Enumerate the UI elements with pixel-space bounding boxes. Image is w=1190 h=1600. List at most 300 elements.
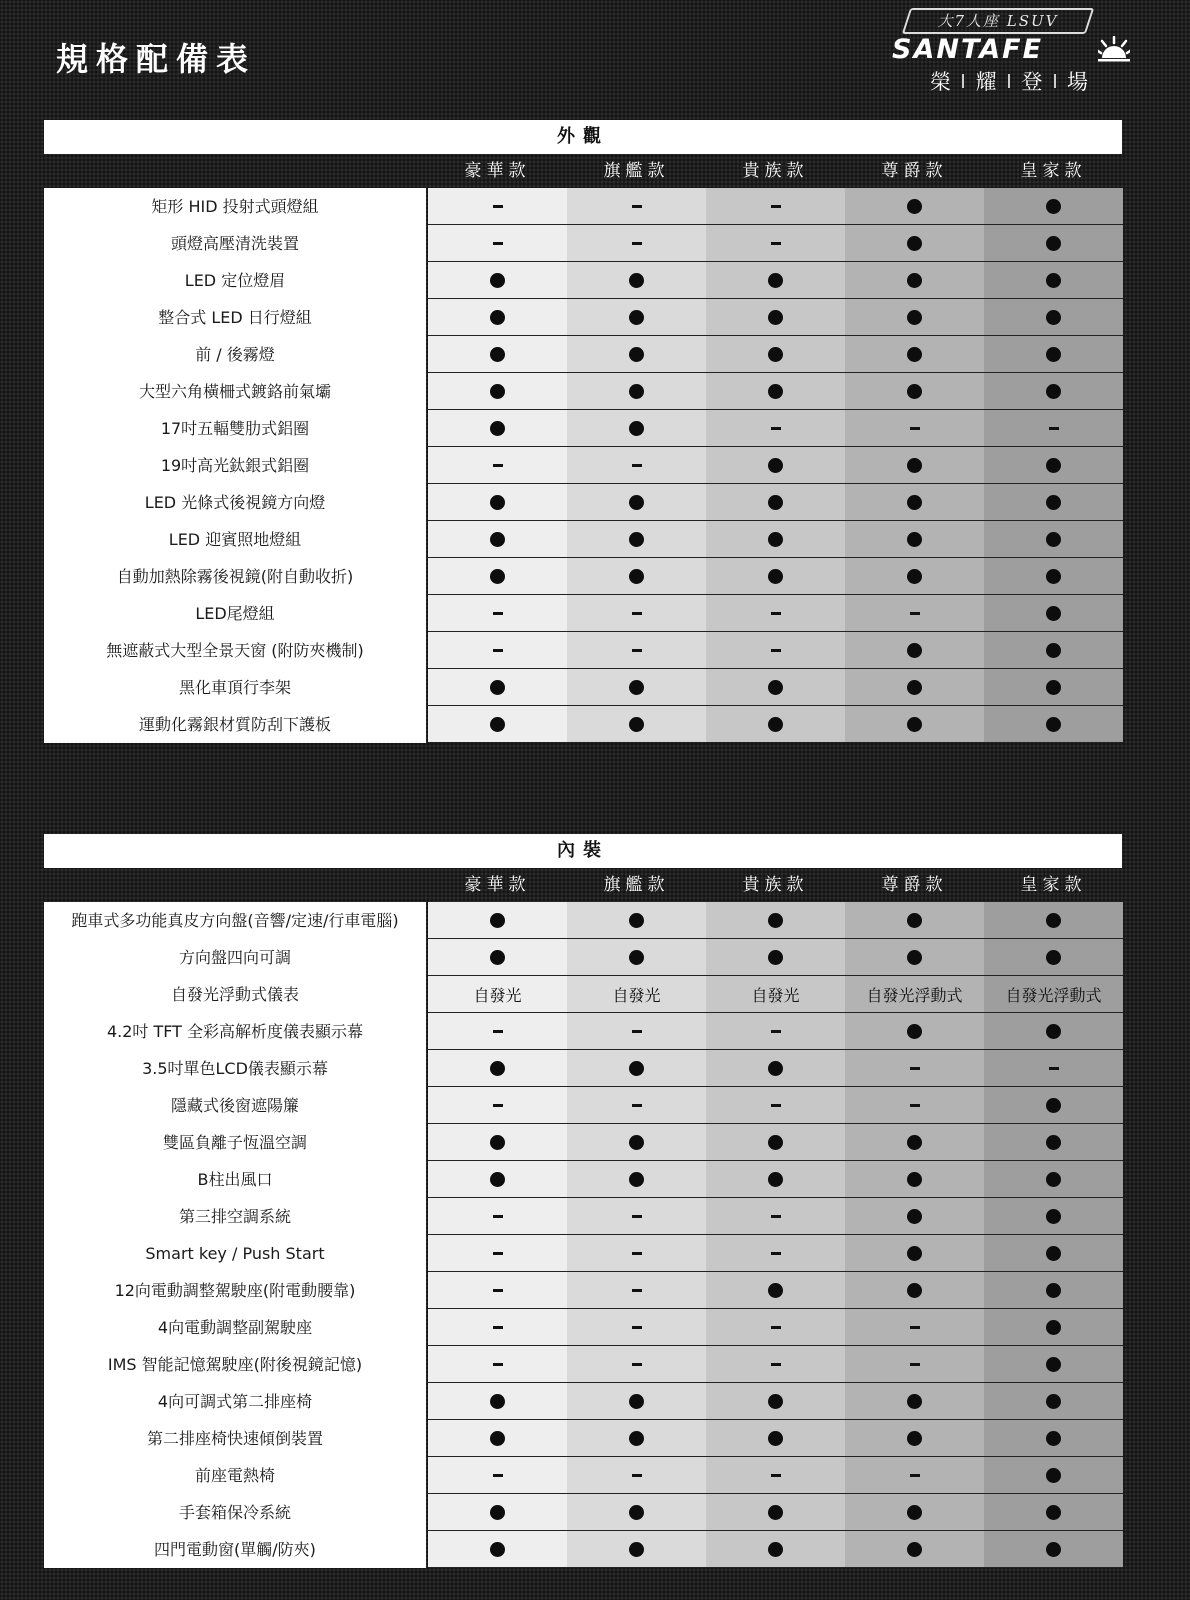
included-dot-icon	[768, 458, 783, 473]
not-available-dash-icon	[493, 1215, 503, 1218]
included-dot-icon	[907, 384, 922, 399]
spec-cell	[845, 558, 984, 595]
spec-cell	[845, 1161, 984, 1198]
not-available-dash-icon	[493, 1474, 503, 1477]
included-dot-icon	[907, 1246, 922, 1261]
spec-cell	[567, 1013, 706, 1050]
feature-label: 4向電動調整副駕駛座	[157, 1318, 313, 1337]
spec-cell	[845, 1346, 984, 1383]
spec-cell	[706, 299, 845, 336]
column-header: 貴族款	[742, 875, 809, 895]
included-dot-icon	[907, 1505, 922, 1520]
spec-cell	[984, 1198, 1123, 1235]
included-dot-icon	[629, 347, 644, 362]
feature-label: 12向電動調整駕駛座(附電動腰靠)	[114, 1281, 356, 1300]
included-dot-icon	[768, 347, 783, 362]
spec-cell	[567, 669, 706, 706]
spec-cell	[428, 939, 567, 976]
santafe-wordmark: SANTAFE	[892, 34, 1044, 65]
not-available-dash-icon	[771, 427, 781, 430]
spec-cell	[984, 1383, 1123, 1420]
included-dot-icon	[490, 310, 505, 325]
spec-cell	[706, 939, 845, 976]
table-row	[44, 1346, 1122, 1383]
table-row	[44, 706, 1122, 743]
spec-cell	[845, 976, 984, 1013]
spec-cell	[984, 188, 1123, 225]
table-row	[44, 373, 1122, 410]
included-dot-icon	[490, 384, 505, 399]
spec-cell	[706, 902, 845, 939]
table-row	[44, 1050, 1122, 1087]
column-header: 尊爵款	[881, 161, 948, 181]
column-header: 豪華款	[464, 161, 531, 181]
included-dot-icon	[629, 495, 644, 510]
spec-cell	[845, 1531, 984, 1568]
spec-cell	[567, 1124, 706, 1161]
included-dot-icon	[1046, 1246, 1061, 1261]
spec-cell	[567, 373, 706, 410]
included-dot-icon	[907, 1172, 922, 1187]
spec-cell	[984, 595, 1123, 632]
included-dot-icon	[629, 1394, 644, 1409]
table-row	[44, 1531, 1122, 1568]
column-header: 皇家款	[1020, 161, 1087, 181]
spec-cell	[706, 1272, 845, 1309]
not-available-dash-icon	[632, 1030, 642, 1033]
not-available-dash-icon	[493, 1289, 503, 1292]
included-dot-icon	[1046, 643, 1061, 658]
spec-cell	[428, 1383, 567, 1420]
spec-cell	[567, 1198, 706, 1235]
feature-label: B柱出風口	[197, 1170, 273, 1189]
table-row	[44, 902, 1122, 939]
spec-cell	[984, 262, 1123, 299]
included-dot-icon	[907, 717, 922, 732]
included-dot-icon	[768, 717, 783, 732]
included-dot-icon	[907, 458, 922, 473]
included-dot-icon	[1046, 1431, 1061, 1446]
spec-cell	[567, 484, 706, 521]
spec-cell	[567, 1272, 706, 1309]
table-row	[44, 632, 1122, 669]
tagline-separator	[962, 74, 964, 88]
included-dot-icon	[768, 913, 783, 928]
feature-label: 第三排空調系統	[178, 1207, 291, 1226]
spec-cell	[984, 1457, 1123, 1494]
spec-cell	[428, 447, 567, 484]
spec-cell	[706, 1494, 845, 1531]
spec-cell	[706, 225, 845, 262]
spec-cell	[706, 1309, 845, 1346]
spec-cell	[984, 558, 1123, 595]
spec-cell	[845, 1457, 984, 1494]
not-available-dash-icon	[771, 1215, 781, 1218]
included-dot-icon	[907, 1283, 922, 1298]
spec-cell	[845, 902, 984, 939]
spec-cell	[567, 521, 706, 558]
table-row	[44, 1124, 1122, 1161]
not-available-dash-icon	[493, 1363, 503, 1366]
included-dot-icon	[629, 310, 644, 325]
included-dot-icon	[768, 1172, 783, 1187]
spec-cell	[706, 632, 845, 669]
spec-cell	[984, 1531, 1123, 1568]
spec-cell	[428, 1494, 567, 1531]
table-row	[44, 1087, 1122, 1124]
spec-cell	[567, 1531, 706, 1568]
not-available-dash-icon	[771, 1030, 781, 1033]
included-dot-icon	[1046, 1542, 1061, 1557]
included-dot-icon	[907, 569, 922, 584]
spec-cell	[984, 373, 1123, 410]
spec-cell	[567, 336, 706, 373]
not-available-dash-icon	[771, 649, 781, 652]
included-dot-icon	[490, 950, 505, 965]
tagline-char: 登	[1021, 70, 1043, 94]
spec-cell	[428, 336, 567, 373]
spec-cell	[567, 1346, 706, 1383]
not-available-dash-icon	[771, 1326, 781, 1329]
spec-cell	[428, 1309, 567, 1346]
spec-cell	[984, 706, 1123, 743]
spec-cell	[567, 1420, 706, 1457]
table-row	[44, 410, 1122, 447]
spec-cell	[984, 521, 1123, 558]
spec-cell	[567, 1235, 706, 1272]
included-dot-icon	[907, 913, 922, 928]
spec-cell	[984, 1272, 1123, 1309]
table-row	[44, 558, 1122, 595]
included-dot-icon	[1046, 950, 1061, 965]
spec-cell	[845, 1494, 984, 1531]
table-row	[44, 1013, 1122, 1050]
included-dot-icon	[629, 532, 644, 547]
included-dot-icon	[907, 1542, 922, 1557]
included-dot-icon	[1046, 1098, 1061, 1113]
table-row	[44, 1161, 1122, 1198]
not-available-dash-icon	[493, 242, 503, 245]
included-dot-icon	[629, 569, 644, 584]
included-dot-icon	[907, 643, 922, 658]
included-dot-icon	[907, 1209, 922, 1224]
spec-cell	[845, 521, 984, 558]
spec-cell	[428, 902, 567, 939]
seat-badge	[902, 8, 1094, 34]
tagline-char: 榮	[930, 70, 951, 94]
feature-label: 頭燈高壓清洗裝置	[170, 234, 299, 253]
spec-cell	[706, 706, 845, 743]
spec-cell	[567, 632, 706, 669]
included-dot-icon	[768, 1135, 783, 1150]
table-row	[44, 225, 1122, 262]
spec-cell	[428, 1272, 567, 1309]
feature-label: 無遮蔽式大型全景天窗 (附防夾機制)	[106, 641, 364, 660]
spec-cell	[984, 1309, 1123, 1346]
table-row	[44, 939, 1122, 976]
included-dot-icon	[768, 310, 783, 325]
feature-label: 4.2吋 TFT 全彩高解析度儀表顯示幕	[106, 1022, 364, 1041]
table-row	[44, 669, 1122, 706]
spec-cell	[428, 1531, 567, 1568]
included-dot-icon	[629, 1542, 644, 1557]
included-dot-icon	[1046, 1505, 1061, 1520]
spec-cell	[567, 902, 706, 939]
spec-text: 自發光	[612, 985, 661, 1005]
feature-label: 方向盤四向可調	[178, 948, 291, 967]
spec-cell	[845, 188, 984, 225]
section-title: 外觀	[44, 120, 1122, 154]
seat-badge-text: 大7人座 LSUV	[937, 12, 1059, 30]
spec-cell	[845, 595, 984, 632]
spec-cell	[984, 1013, 1123, 1050]
spec-cell	[428, 595, 567, 632]
spec-cell	[845, 1087, 984, 1124]
feature-label: 手套箱保冷系統	[178, 1503, 291, 1522]
spec-cell	[984, 669, 1123, 706]
included-dot-icon	[907, 236, 922, 251]
spec-cell	[845, 632, 984, 669]
not-available-dash-icon	[632, 612, 642, 615]
spec-cell	[845, 336, 984, 373]
included-dot-icon	[1046, 495, 1061, 510]
not-available-dash-icon	[493, 612, 503, 615]
spec-cell	[984, 299, 1123, 336]
spec-text: 自發光浮動式	[866, 985, 963, 1005]
spec-cell	[845, 1124, 984, 1161]
included-dot-icon	[768, 569, 783, 584]
spec-cell	[567, 939, 706, 976]
spec-cell	[428, 1457, 567, 1494]
spec-cell	[706, 410, 845, 447]
feature-label: 隱藏式後窗遮陽簾	[170, 1096, 299, 1115]
spec-cell	[428, 706, 567, 743]
spec-cell	[845, 299, 984, 336]
not-available-dash-icon	[771, 1252, 781, 1255]
spec-cell	[428, 1087, 567, 1124]
included-dot-icon	[907, 1431, 922, 1446]
spec-cell	[984, 225, 1123, 262]
table-row	[44, 1420, 1122, 1457]
spec-cell	[428, 669, 567, 706]
spec-cell	[984, 410, 1123, 447]
feature-label: Smart key / Push Start	[145, 1244, 325, 1263]
not-available-dash-icon	[632, 1326, 642, 1329]
not-available-dash-icon	[632, 649, 642, 652]
feature-label: 雙區負離子恆溫空調	[162, 1133, 307, 1152]
feature-label: 矩形 HID 投射式頭燈組	[151, 197, 319, 216]
spec-cell	[706, 1346, 845, 1383]
not-available-dash-icon	[632, 464, 642, 467]
table-row	[44, 1383, 1122, 1420]
included-dot-icon	[1046, 1357, 1061, 1372]
included-dot-icon	[629, 1172, 644, 1187]
spec-cell	[428, 1161, 567, 1198]
spec-cell	[567, 1494, 706, 1531]
column-header: 皇家款	[1020, 875, 1087, 895]
table-row	[44, 262, 1122, 299]
spec-cell	[567, 1457, 706, 1494]
spec-cell	[706, 976, 845, 1013]
included-dot-icon	[490, 421, 505, 436]
spec-cell	[567, 595, 706, 632]
table-row	[44, 447, 1122, 484]
not-available-dash-icon	[493, 205, 503, 208]
included-dot-icon	[768, 1394, 783, 1409]
included-dot-icon	[1046, 569, 1061, 584]
spec-cell	[428, 976, 567, 1013]
spec-cell	[567, 299, 706, 336]
not-available-dash-icon	[771, 1104, 781, 1107]
included-dot-icon	[629, 421, 644, 436]
not-available-dash-icon	[632, 1215, 642, 1218]
included-dot-icon	[629, 1135, 644, 1150]
spec-cell	[984, 1124, 1123, 1161]
spec-cell	[428, 632, 567, 669]
feature-label: 前座電熱椅	[194, 1466, 275, 1485]
included-dot-icon	[768, 495, 783, 510]
spec-cell	[706, 447, 845, 484]
feature-label: 自發光浮動式儀表	[170, 985, 299, 1004]
table-row	[44, 188, 1122, 225]
included-dot-icon	[907, 310, 922, 325]
table-row	[44, 336, 1122, 373]
table-row	[44, 1457, 1122, 1494]
spec-text: 自發光浮動式	[1005, 985, 1102, 1005]
included-dot-icon	[490, 717, 505, 732]
feature-label: 自動加熱除霧後視鏡(附自動收折)	[116, 567, 354, 586]
not-available-dash-icon	[493, 1030, 503, 1033]
spec-cell	[706, 1235, 845, 1272]
spec-cell	[845, 1383, 984, 1420]
spec-cell	[428, 558, 567, 595]
spec-cell	[984, 447, 1123, 484]
spec-cell	[567, 1161, 706, 1198]
spec-cell	[845, 1420, 984, 1457]
not-available-dash-icon	[493, 1104, 503, 1107]
feature-label: 跑車式多功能真皮方向盤(音響/定速/行車電腦)	[71, 911, 399, 930]
spec-cell	[428, 299, 567, 336]
tagline-char: 耀	[975, 70, 997, 94]
spec-cell	[567, 225, 706, 262]
spec-cell	[567, 706, 706, 743]
spec-cell	[984, 336, 1123, 373]
tagline-separator	[1008, 74, 1010, 88]
spec-cell	[845, 939, 984, 976]
spec-cell	[567, 558, 706, 595]
table-row	[44, 1494, 1122, 1531]
not-available-dash-icon	[632, 242, 642, 245]
not-available-dash-icon	[771, 612, 781, 615]
spec-cell	[984, 1161, 1123, 1198]
not-available-dash-icon	[632, 1363, 642, 1366]
included-dot-icon	[768, 273, 783, 288]
spec-cell	[567, 410, 706, 447]
spec-cell	[984, 939, 1123, 976]
included-dot-icon	[629, 913, 644, 928]
included-dot-icon	[907, 950, 922, 965]
spec-cell	[984, 1346, 1123, 1383]
spec-cell	[428, 484, 567, 521]
included-dot-icon	[1046, 273, 1061, 288]
spec-cell	[706, 1087, 845, 1124]
spec-cell	[984, 902, 1123, 939]
included-dot-icon	[1046, 913, 1061, 928]
spec-cell	[706, 521, 845, 558]
spec-cell	[845, 1013, 984, 1050]
included-dot-icon	[1046, 1135, 1061, 1150]
not-available-dash-icon	[632, 1474, 642, 1477]
spec-cell	[845, 1272, 984, 1309]
spec-cell	[567, 262, 706, 299]
spec-cell	[984, 484, 1123, 521]
table-row	[44, 521, 1122, 558]
spec-cell	[706, 188, 845, 225]
not-available-dash-icon	[910, 427, 920, 430]
not-available-dash-icon	[1049, 427, 1059, 430]
included-dot-icon	[1046, 680, 1061, 695]
included-dot-icon	[629, 1505, 644, 1520]
included-dot-icon	[768, 532, 783, 547]
included-dot-icon	[490, 1135, 505, 1150]
spec-cell	[428, 521, 567, 558]
santafe-logo	[890, 8, 1130, 92]
table-row	[44, 1235, 1122, 1272]
not-available-dash-icon	[632, 1252, 642, 1255]
spec-cell	[706, 669, 845, 706]
included-dot-icon	[629, 1061, 644, 1076]
feature-label: LED尾燈組	[195, 604, 275, 623]
spec-cell	[428, 1124, 567, 1161]
exterior-spec-table	[44, 120, 1122, 743]
spec-cell	[845, 373, 984, 410]
not-available-dash-icon	[910, 612, 920, 615]
included-dot-icon	[907, 1024, 922, 1039]
column-header: 豪華款	[464, 875, 531, 895]
column-header: 貴族款	[742, 161, 809, 181]
included-dot-icon	[629, 273, 644, 288]
included-dot-icon	[907, 1135, 922, 1150]
feature-label: 運動化霧銀材質防刮下護板	[138, 715, 331, 734]
spec-cell	[428, 1050, 567, 1087]
spec-cell	[428, 1013, 567, 1050]
column-header: 尊爵款	[881, 875, 948, 895]
column-header: 旗艦款	[603, 875, 670, 895]
included-dot-icon	[490, 1172, 505, 1187]
included-dot-icon	[768, 384, 783, 399]
spec-cell	[706, 1124, 845, 1161]
spec-cell	[845, 1235, 984, 1272]
spec-cell	[428, 225, 567, 262]
not-available-dash-icon	[1049, 1067, 1059, 1070]
spec-cell	[984, 1235, 1123, 1272]
spec-cell	[567, 1087, 706, 1124]
spec-cell	[845, 410, 984, 447]
spec-cell	[567, 447, 706, 484]
not-available-dash-icon	[771, 242, 781, 245]
spec-cell	[845, 1309, 984, 1346]
included-dot-icon	[490, 347, 505, 362]
not-available-dash-icon	[771, 1474, 781, 1477]
included-dot-icon	[1046, 1024, 1061, 1039]
table-row	[44, 976, 1122, 1013]
tagline-char: 場	[1066, 70, 1088, 94]
included-dot-icon	[768, 1431, 783, 1446]
table-row	[44, 299, 1122, 336]
spec-cell	[706, 1383, 845, 1420]
included-dot-icon	[490, 1431, 505, 1446]
feature-label: 黑化車頂行李架	[178, 678, 291, 697]
